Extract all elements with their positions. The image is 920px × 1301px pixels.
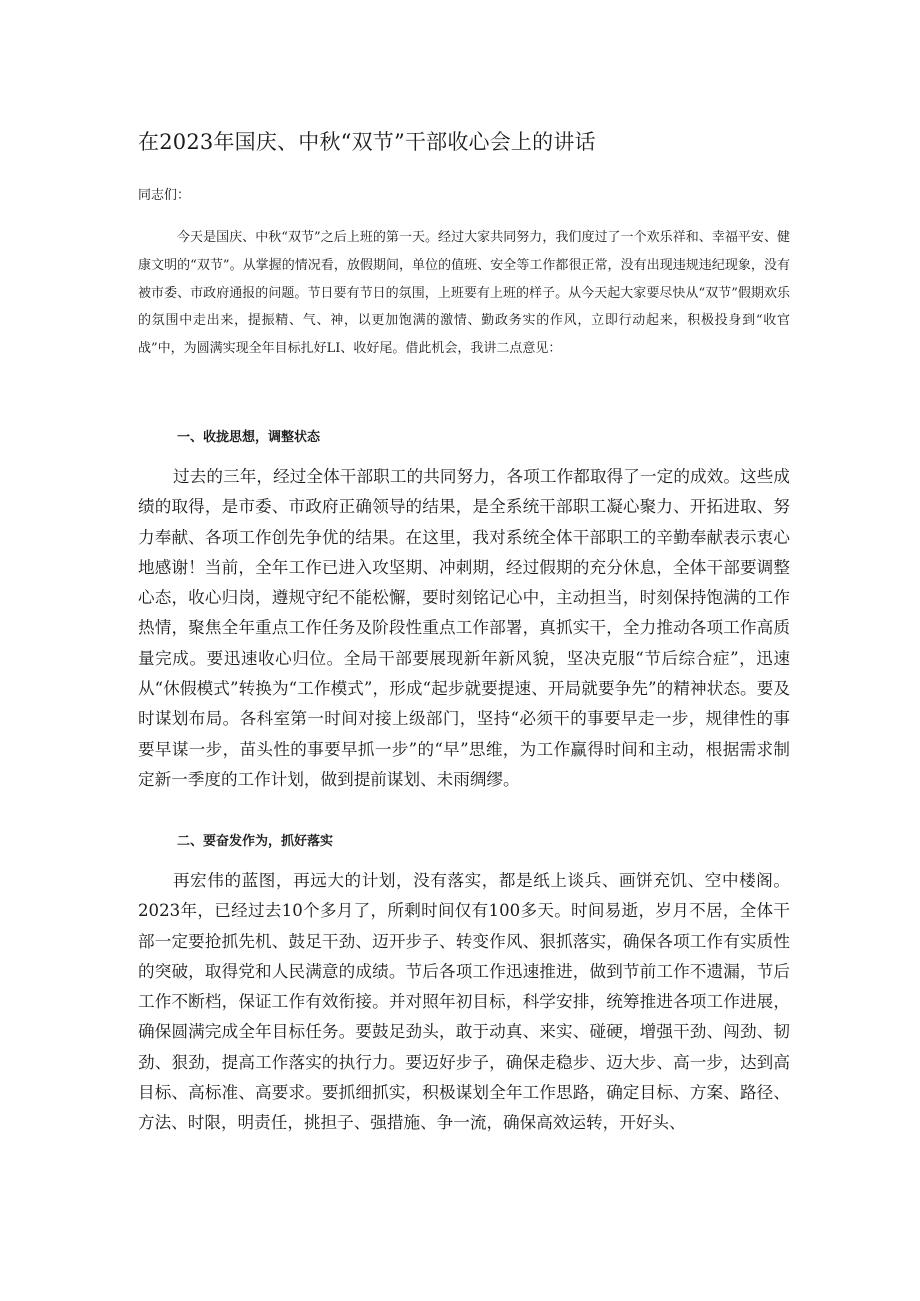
salutation: 同志们： xyxy=(138,188,191,203)
section-heading-1: 一、收拢思想，调整状态 xyxy=(177,430,321,445)
document-title: 在2023年国庆、中秋“双节”干部收心会上的讲话 xyxy=(138,130,596,154)
intro-paragraph: 今天是国庆、中秋“双节”之后上班的第一天。经过大家共同努力，我们度过了一个欢乐祥和、幸福平安、健康文明的“双节”。从掌握的情况看，放假期间，单位的值班、安全等工作都很正常，没有出现违规违纪现象，没有被市委、市政府通报的问题。节日要有节日的氛围，上班要有上班的样子。从今天起大家要尽快从“双节”假期欢乐的氛围中走出来，提振精、气、神，以更加饱满的激情、勤政务实的作风，立即行动起来，积极投身到“收官战”中，为圆满实现全年目标扎好LI、收好尾。借此机会，我讲二点意见： xyxy=(138,230,790,357)
section-heading-2: 二、要奋发作为，抓好落实 xyxy=(177,834,334,849)
section-body-1: 过去的三年，经过全体干部职工的共同努力，各项工作都取得了一定的成效。这些成绩的取得，是市委、市政府正确领导的结果，是全系统干部职工凝心聚力、开拓进取、努力奉献、各项工作创先争优的结果。在这里，我对系统全体干部职工的辛勤奉献表示衷心地感谢！当前，全年工作已进入攻坚期、冲刺期，经过假期的充分休息，全体干部要调整心态，收心归岗，遵规守纪不能松懈，要时刻铭记心中，主动担当，时刻保持饱满的工作热情，聚焦全年重点工作任务及阶段性重点工作部署，真抓实干，全力推动各项工作高质量完成。要迅速收心归位。全局干部要展现新年新风貌，坚决克服“节后综合症”，迅速从“休假模式”转换为“工作模式”，形成“起步就要提速、开局就要争先”的精神状态。要及时谋划布局。各科室第一时间对接上级部门，坚持“必须干的事要早走一步，规律性的事要早谋一步，苗头性的事要早抓一步”的“早”思维，为工作赢得时间和主动，根据需求制定新一季度的工作计划，做到提前谋划、未雨绸缪。 xyxy=(138,467,790,789)
section-body-2: 再宏伟的蓝图，再远大的计划，没有落实，都是纸上谈兵、画饼充饥、空中楼阁。2023年，已经过去10个多月了，所剩时间仅有100多天。时间易逝，岁月不居，全体干部一定要抢抓先机、鼓足干劲、迈开步子、转变作风、狠抓落实，确保各项工作有实质性的突破，取得党和人民满意的成绩。节后各项工作迅速推进，做到节前工作不遗漏，节后工作不断档，保证工作有效衔接。并对照年初目标，科学安排，统筹推进各项工作进展，确保圆满完成全年目标任务。要鼓足劲头，敢于动真、来实、碰硬，增强干劲、闯劲、韧劲、狠劲，提高工作落实的执行力。要迈好步子，确保走稳步、迈大步、高一步，达到高目标、高标准、高要求。要抓细抓实，积极谋划全年工作思路，确定目标、方案、路径、方法、时限，明责任，挑担子、强措施、争一流，确保高效运转，开好头、 xyxy=(138,871,790,1133)
